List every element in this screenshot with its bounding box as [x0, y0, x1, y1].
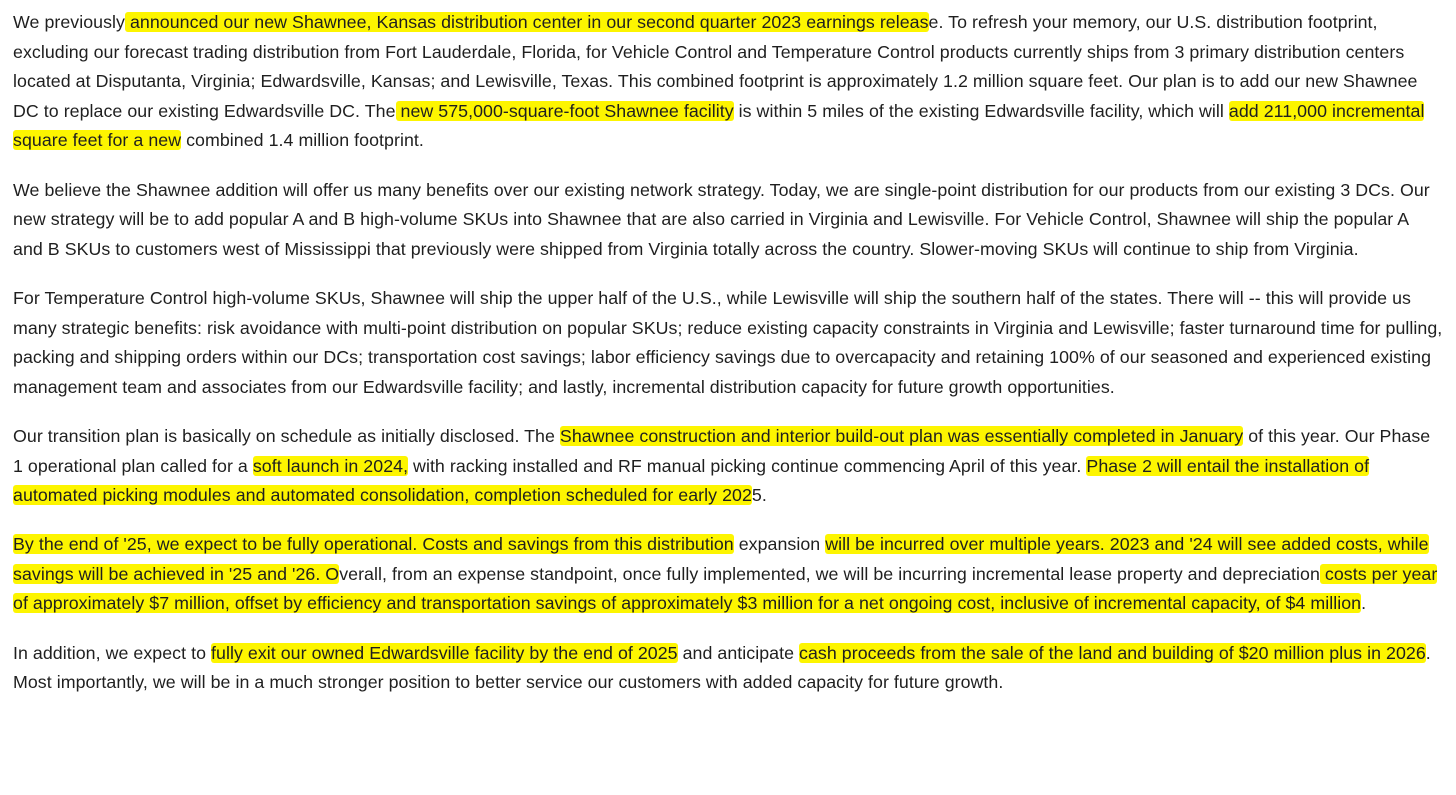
highlighted-segment: Shawnee construction and interior build-out plan was essentially completed in January: [559, 425, 1244, 446]
text-segment: and anticipate: [677, 642, 800, 663]
paragraph-1: [13, 8, 1443, 156]
text-segment: with racking installed and RF manual picking continue commencing April of this year.: [408, 455, 1087, 476]
highlighted-segment: costs per year of approximately $7 million, offset by efficiency and transportation savings of approximately $3 million for a net ongoing cost, inclusive of incremental capacity, of $4 million: [13, 563, 1438, 614]
text-segment: .: [1361, 593, 1367, 614]
paragraph-6: [13, 639, 1443, 698]
paragraph-3: [13, 284, 1443, 402]
highlighted-segment: soft launch in 2024,: [252, 455, 409, 476]
text-segment: . Most importantly, we will be in a much stronger position to better service our customers with added capacity for future growth.: [13, 642, 1431, 693]
text-segment: For Temperature Control high-volume SKUs, Shawnee will ship the upper half of the U.S., while Lewisville will ship the southern half of the states. There will -- this will provide us many strategic benefits: risk avoidance with multi-point distribution on popular SKUs; reduce existing capacity constraints in Virginia and Lewisville; faster turnaround time for pulling, packing and shipping orders within our DCs; transportation cost savings; labor efficiency savings due to overcapacity and retaining 100% of our seasoned and experienced existing management team and associates from our Edwardsville facility; and lastly, incremental distribution capacity for future growth opportunities.: [13, 287, 1443, 397]
text-segment: Our transition plan is basically on schedule as initially disclosed. The: [13, 425, 560, 446]
highlighted-segment: new 575,000-square-foot Shawnee facility: [395, 100, 734, 121]
text-segment: e. To refresh your memory, our U.S. distribution footprint, excluding our forecast trading distribution from Fort Lauderdale, Florida, for Vehicle Control and Temperature Control products currently ships from 3 primary distribution centers located at Disputanta, Virginia; Edwardsville, Kansas; and Lewisville, Texas. This combined footprint is approximately 1.2 million square feet. Our plan is to add our new Shawnee DC to replace our existing Edwardsville DC. The: [13, 12, 1418, 121]
text-segment: We believe the Shawnee addition will offer us many benefits over our existing network strategy. Today, we are single-point distribution for our products from our existing 3 DCs. Our new strategy will be to add popular A and B high-volume SKUs into Shawnee that are also carried in Virginia and Lewisville. For Vehicle Control, Shawnee will ship the popular A and B SKUs to customers west of Mississippi that previously were shipped from Virginia totally across the country. Slower-moving SKUs will continue to ship from Virginia.: [13, 179, 1430, 259]
text-segment: 5.: [751, 485, 767, 506]
text-segment: of this year. Our Phase 1 operational plan called for a: [13, 425, 1431, 476]
paragraph-2: [13, 176, 1443, 265]
text-segment: is within 5 miles of the existing Edwardsville facility, which will: [733, 100, 1229, 121]
highlighted-segment: announced our new Shawnee, Kansas distribution center in our second quarter 2023 earnings releas: [125, 12, 929, 32]
paragraph-4: [13, 422, 1443, 511]
text-segment: In addition, we expect to: [13, 642, 212, 663]
text-segment: verall, from an expense standpoint, once fully implemented, we will be incurring incremental lease property and depreciation: [339, 563, 1320, 584]
highlighted-segment: fully exit our owned Edwardsville facility by the end of 2025: [211, 642, 678, 663]
highlighted-segment: By the end of '25, we expect to be fully operational. Costs and savings from this distribution: [13, 534, 734, 555]
highlighted-segment: cash proceeds from the sale of the land and building of $20 million plus in 2026: [799, 642, 1426, 663]
text-segment: We previously: [13, 12, 125, 32]
text-segment: combined 1.4 million footprint.: [181, 130, 424, 151]
paragraph-5: [13, 530, 1443, 619]
text-segment: expansion: [733, 534, 826, 555]
highlighted-segment: Phase 2 will entail the installation of automated picking modules and automated consolidation, completion scheduled for early 202: [13, 455, 1370, 506]
highlighted-segment: will be incurred over multiple years. 2023 and '24 will see added costs, while savings will be achieved in '25 and '26. O: [13, 534, 1429, 584]
highlighted-segment: add 211,000 incremental square feet for a new: [13, 100, 1425, 151]
